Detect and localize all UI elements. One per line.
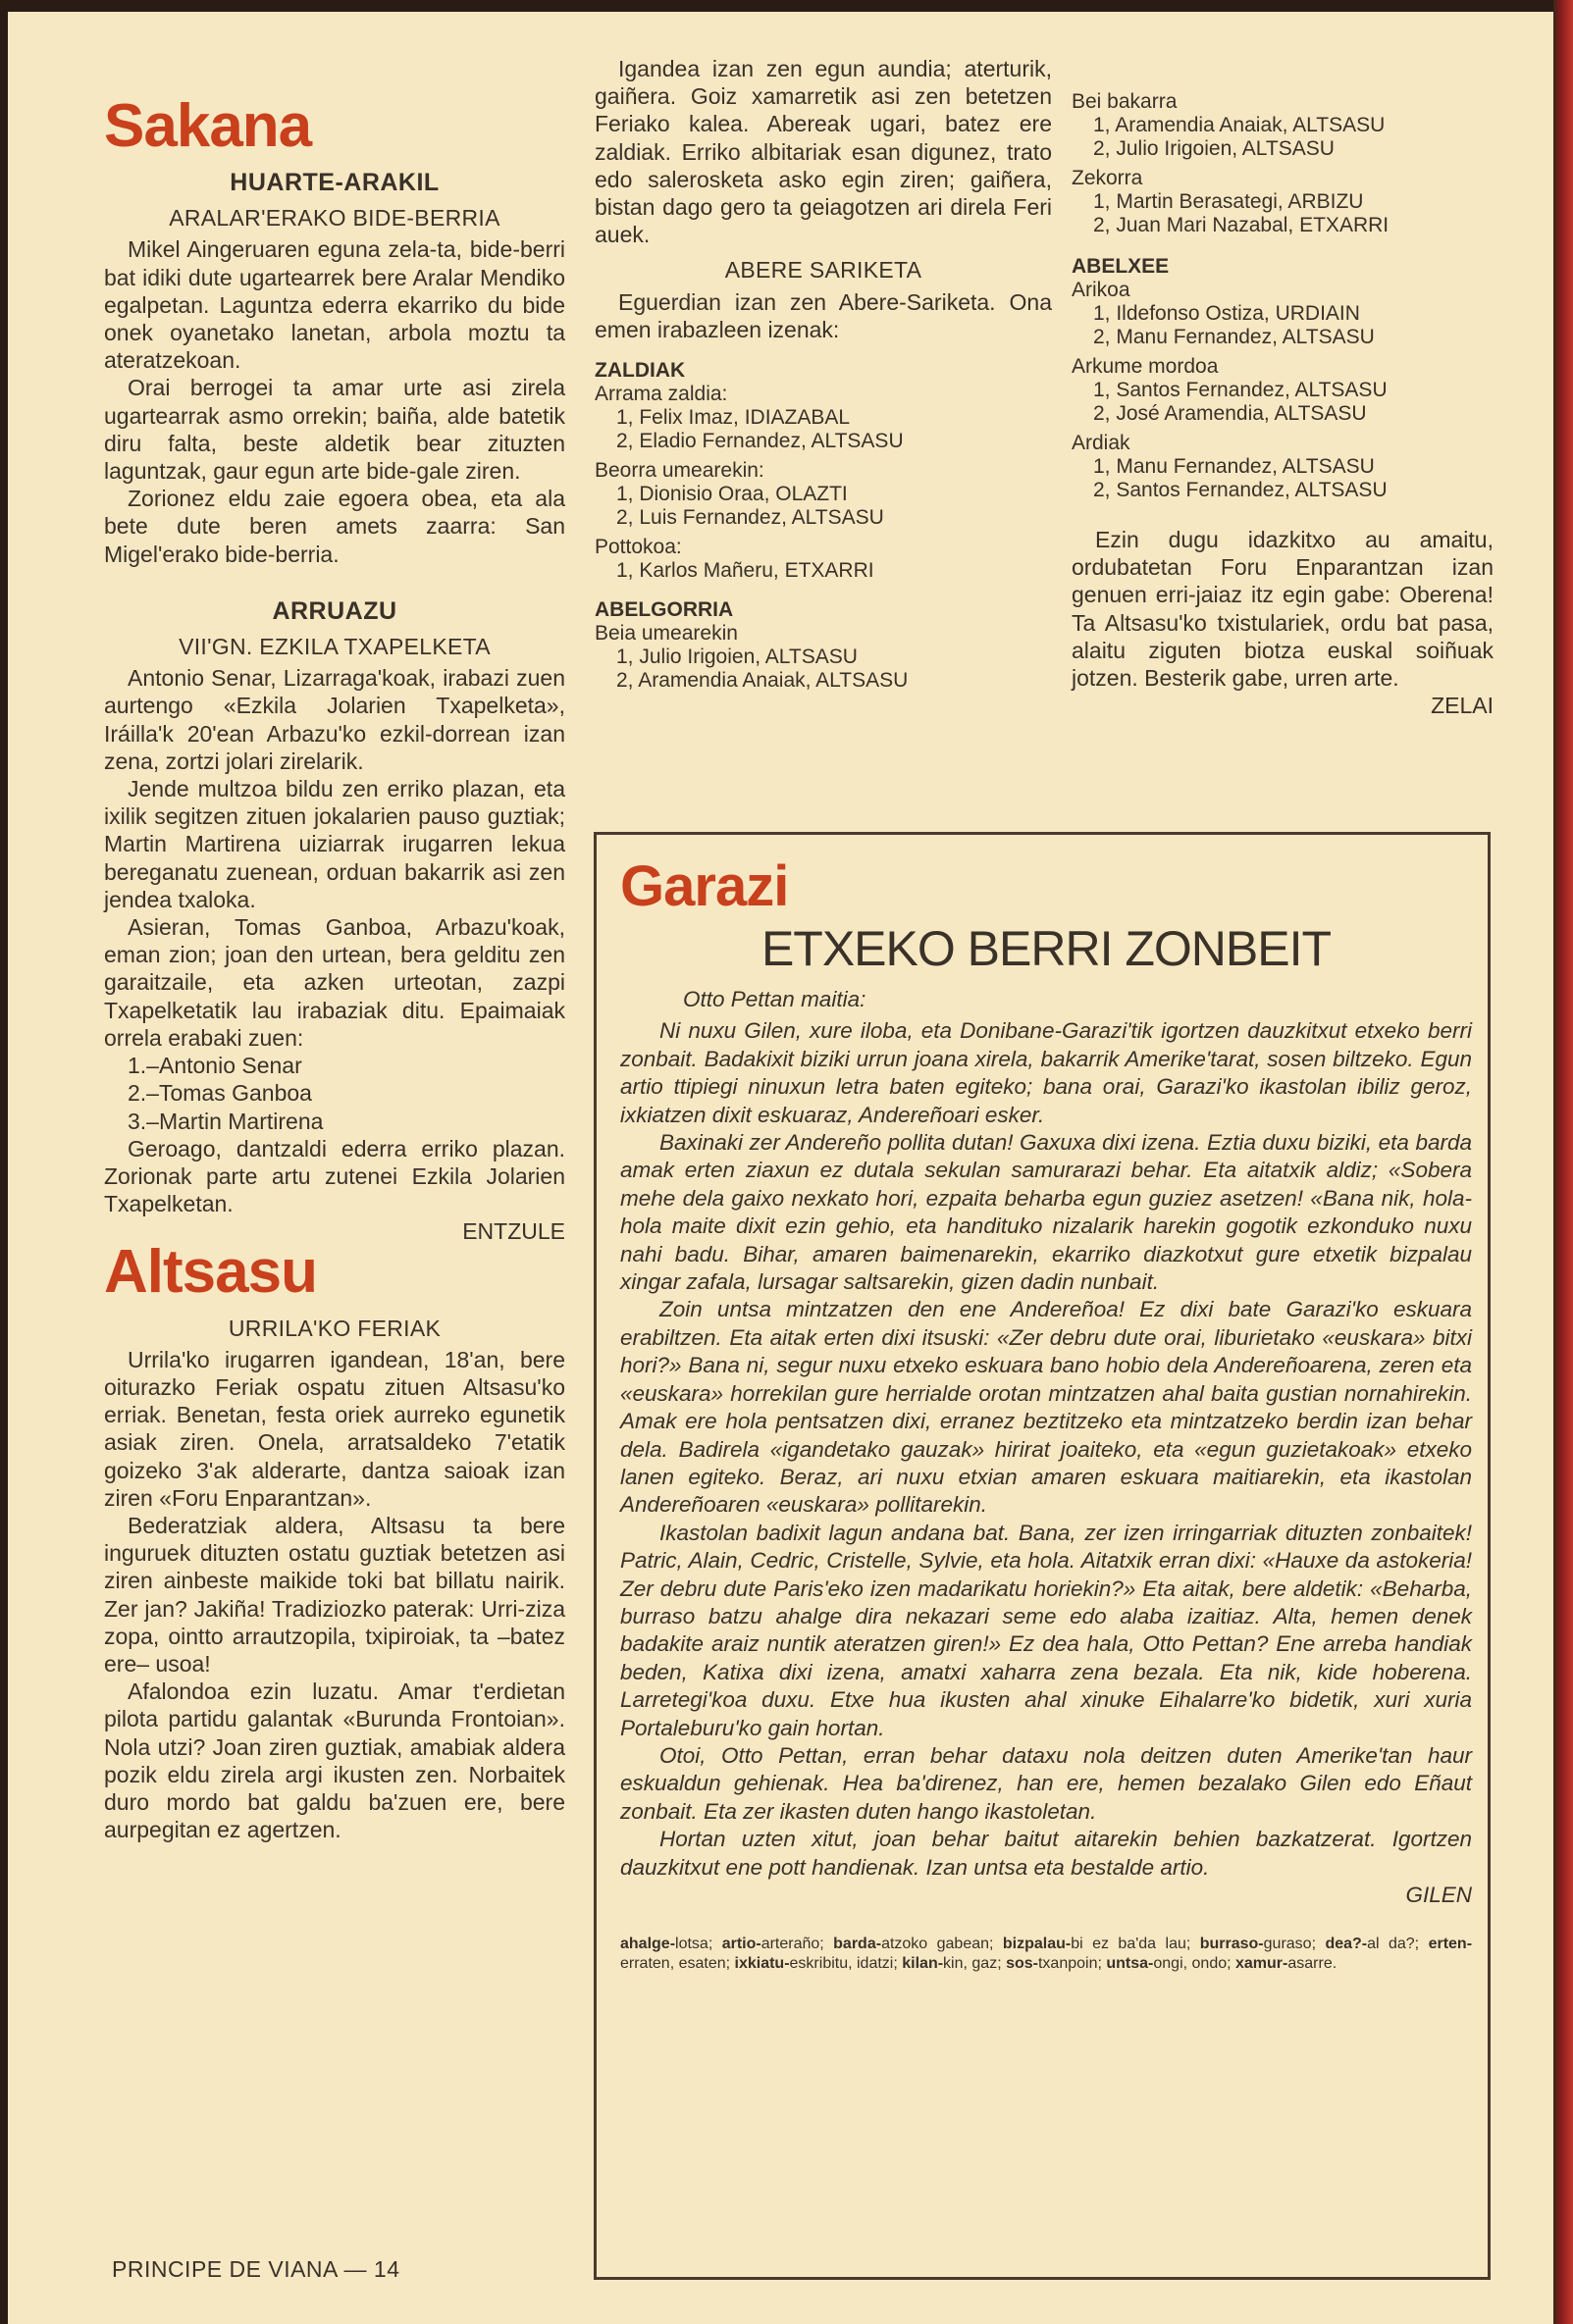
winner-entry: 1, Dionisio Oraa, OLAZTI bbox=[616, 483, 848, 506]
winner-entry: 2, Manu Fernandez, ALTSASU bbox=[1093, 326, 1375, 348]
glossary-term: ixkiatu- bbox=[734, 1955, 790, 1973]
winner-entry: 2, Julio Irigoien, ALTSASU bbox=[1093, 137, 1335, 160]
letter-body bbox=[620, 986, 1472, 1909]
glossary-entry bbox=[722, 1936, 833, 1952]
paragraph: Otoi, Otto Pettan, erran behar dataxu nola deitzen duten Amerike'tan haur eskualdun gehienak. Hea ba'direnez, han ere, hemen bezalako Gilen edo Eñaut zonbait. Eta zer ikasten duten hango ikastoletan. bbox=[620, 1742, 1472, 1824]
paragraph: Zoin untsa mintzatzen den ene Andereñoa! Ez dixi bate Garazi'ko eskuara erabiltzen. Eta aitak erten dixi itsuski: «Zer debru dute orai, liburietako «euskara» bitxi hori?» Bana ni, segur nuxu etxeko eskuara bano hobio dela Andereñoarena, zeren eta «euskara» horrekilan gure herrialde orotan mintzatzen ahal baita gustian nornahirekin. Amak ere hola pentsatzen dixi, erranez beztitzeko eta mintzatzeko berdin izan behar dela. Badirela «igandetako gauzak» hirirat joaiteko, eta «egun guzietakoak» etxeko lanen egiteko. Beraz, ari nuxu etxian amaren eskuara maitiarekin, eta ikastolan Andereñoaren «euskara» pollitarekin. bbox=[620, 1297, 1472, 1518]
glossary-term: untsa- bbox=[1106, 1955, 1154, 1973]
magazine-page bbox=[8, 12, 1553, 2324]
glossary-entry bbox=[735, 1955, 903, 1972]
subhead-arruazu: ARRUAZU bbox=[272, 596, 397, 625]
glossary-definition: al da?; bbox=[1367, 1936, 1429, 1953]
winner-entry: 1, Aramendia Anaiak, ALTSASU bbox=[1093, 114, 1386, 136]
column-3 bbox=[1072, 90, 1494, 719]
glossary-definition: erraten, esaten; bbox=[620, 1955, 735, 1973]
article-headline: ETXEKO BERRI ZONBEIT bbox=[760, 921, 1332, 976]
winner-entry: 2, Juan Mari Nazabal, ETXARRI bbox=[1093, 214, 1389, 236]
page-edge bbox=[1553, 0, 1573, 2324]
paragraph: Ezin dugu idazkitxo au amaitu, ordubatetan Foru Enparantzan izan genuen erri-jaiaz itz egin gabe: Oberena! Ta Altsasu'ko txistulariek, ordu bat pasa, alaitu ziguten biotza euskal soiñuak jotzen. Besterik gabe, urren arte. bbox=[1072, 527, 1494, 692]
paragraph: Urrila'ko irugarren igandean, 18'an, bere oiturazko Feriak ospatu zituen Altsasu'ko erriak. Benetan, festa oriek aurreko egunetik asiak ziren. Onela, arratsaldeko 7'etatik goizeko 3'ak alderarte, dantza saioak izan ziren «Foru Enparantzan». bbox=[104, 1346, 565, 1511]
glossary-term: artio- bbox=[721, 1936, 761, 1953]
glossary-definition: eskribitu, idatzi; bbox=[789, 1955, 903, 1973]
winner-entry: 1, Ildefonso Ostiza, URDIAIN bbox=[1093, 302, 1360, 325]
glossary-definition: kin, gaz; bbox=[943, 1955, 1007, 1973]
category-abelgorria: ABELGORRIA bbox=[595, 598, 734, 622]
section-title-sakana: Sakana bbox=[104, 92, 312, 160]
winner-entry: 1, Karlos Mañeru, ETXARRI bbox=[616, 559, 874, 583]
glossary-entry bbox=[1235, 1955, 1337, 1972]
winner-entry: 2, Aramendia Anaiak, ALTSASU bbox=[616, 669, 909, 693]
glossary-term: sos- bbox=[1006, 1955, 1038, 1973]
glossary-entry bbox=[1003, 1936, 1200, 1952]
glossary-definition: asarre. bbox=[1287, 1955, 1337, 1973]
glossary-entry bbox=[1200, 1936, 1326, 1952]
result-item: 1.–Antonio Senar bbox=[128, 1053, 302, 1079]
glossary-term: barda- bbox=[833, 1936, 882, 1953]
glossary-term: kilan- bbox=[902, 1955, 944, 1973]
result-item: 3.–Martin Martirena bbox=[128, 1108, 324, 1134]
result-item: 2.–Tomas Ganboa bbox=[128, 1080, 312, 1107]
glossary bbox=[620, 1935, 1472, 1974]
paragraph: Jende multzoa bildu zen erriko plazan, eta ixilik segitzen zituen jokalarien pauso guztiak; Martin Martirena uiziarrak irugarren lekua bereganatu zuenean, orduan bakarrik asi zen jendea txaloka. bbox=[104, 776, 565, 912]
category-zaldiak: ZALDIAK bbox=[595, 359, 686, 383]
section-title-altsasu: Altsasu bbox=[104, 1237, 317, 1306]
glossary-term: burraso- bbox=[1199, 1936, 1264, 1953]
paragraph: Asieran, Tomas Ganboa, Arbazu'koak, eman zion; joan den urtean, bera gelditu zen garaitzaile, eta azken urteotan, zazpi Txapelketatik lau irabaziak ditu. Epaimaiak orrela erabaki zuen: bbox=[104, 914, 565, 1051]
paragraph: Baxinaki zer Andereño pollita dutan! Gaxuxa dixi izena. Eztia duxu biziki, eta barda amak erten ziaxun ez dutala sekulan samurarazi behar. Eta aitatxik aldiz; «Sobera mehe dela gaixo nexkato hori, ezpaita beharba egun guziez asetzen! «Bana nik, hola-hola maite dixit ezin gehio, eta handituko nizalarik harekin gogotik ezkonduko nuxu nahi badu. Bihar, amaren baimenarekin, ekarriko diazkotxut gure etxetik bizpalau xingar zafala, lursagar saltsarekin, gizen dadin nunbait. bbox=[620, 1130, 1472, 1295]
paragraph: Eguerdian izan zen Abere-Sariketa. Ona emen irabazleen izenak: bbox=[595, 288, 1052, 342]
glossary-term: ahalge- bbox=[620, 1936, 676, 1953]
glossary-term: bizpalau- bbox=[1002, 1936, 1072, 1953]
glossary-definition: txanpoin; bbox=[1037, 1955, 1107, 1973]
glossary-entry bbox=[1006, 1955, 1106, 1972]
glossary-definition: atzoko gabean; bbox=[881, 1936, 1003, 1953]
garazi-article-box bbox=[594, 832, 1491, 2280]
page-footer: PRINCIPE DE VIANA — 14 bbox=[112, 2256, 400, 2282]
category-abelxee: ABELXEE bbox=[1072, 255, 1170, 278]
byline-entzule: ENTZULE bbox=[462, 1218, 565, 1245]
byline-zelai: ZELAI bbox=[1431, 693, 1494, 719]
paragraph: Geroago, dantzaldi ederra erriko plazan. Zorionak parte artu zutenei Ezkila Jolarien Txapelketan. bbox=[104, 1135, 565, 1217]
glossary-definition: bi ez ba'da lau; bbox=[1071, 1936, 1200, 1953]
group-label: Bei bakarra bbox=[1072, 90, 1178, 113]
kicker-feriak: URRILA'KO FERIAK bbox=[228, 1315, 442, 1341]
winner-entry: 1, Martin Berasategi, ARBIZU bbox=[1093, 190, 1364, 213]
paragraph: Zorionez eldu zaie egoera obea, eta ala bete dute beren amets zaarra: San Migel'erako bide-berria. bbox=[104, 486, 565, 567]
paragraph: Afalondoa ezin luzatu. Amar t'erdietan pilota partidu galantak «Burunda Frontoian». Nola utzi? Joan ziren guztiak, amabiak aldera pozik eldu zirela argi ikusten zen. Norbaitek duro mordo bat galdu ba'zuen ere, bere aurpegitan ez agertzen. bbox=[104, 1678, 565, 1843]
glossary-definition: ongi, ondo; bbox=[1153, 1955, 1235, 1973]
group-label: Beorra umearekin: bbox=[595, 459, 764, 483]
group-label: Arikoa bbox=[1072, 279, 1130, 301]
glossary-term: xamur- bbox=[1235, 1955, 1288, 1973]
glossary-entry bbox=[1106, 1955, 1235, 1972]
kicker-aralar: ARALAR'ERAKO BIDE-BERRIA bbox=[169, 205, 500, 232]
glossary-entry bbox=[620, 1936, 722, 1952]
winner-entry: 2, Eladio Fernandez, ALTSASU bbox=[616, 430, 904, 453]
winner-entry: 1, Santos Fernandez, ALTSASU bbox=[1093, 379, 1388, 401]
paragraph: Hortan uzten xitut, joan behar baitut aitarekin behien bazkatzerat. Igortzen dauzkitxut ene pott handienak. Izan untsa eta bestalde artio. bbox=[620, 1827, 1472, 1880]
winner-entry: 2, Santos Fernandez, ALTSASU bbox=[1093, 479, 1388, 501]
winner-entry: 1, Julio Irigoien, ALTSASU bbox=[616, 646, 858, 669]
winner-entry: 2, Luis Fernandez, ALTSASU bbox=[616, 506, 884, 530]
paragraph: Ni nuxu Gilen, xure iloba, eta Donibane-Garazi'tik igortzen dauzkitxut etxeko berri zonbait. Badakixit biziki urrun joana xirela, bakarrik Amerike'tarat, sosen biltzeko. Egun artio ttipiegi ninuxun letra baten egiteko; bana orai, Garazi'ko ikastolan ibiliz geroz, ixkiatzen dixit eskuaraz, Andereñoari esker. bbox=[620, 1018, 1472, 1127]
column-1 bbox=[104, 94, 565, 1843]
column-2 bbox=[595, 55, 1052, 693]
group-label: Arkume mordoa bbox=[1072, 355, 1219, 378]
glossary-entry bbox=[902, 1955, 1006, 1972]
winner-entry: 1, Felix Imaz, IDIAZABAL bbox=[616, 406, 851, 430]
kicker-ezkila: VII'GN. EZKILA TXAPELKETA bbox=[179, 634, 491, 660]
paragraph: Mikel Aingeruaren eguna zela-ta, bide-berri bat idiki dute ugartearrek bere Aralar Mendiko egalpetan. Laguntza ederra ekarriko du bide onek oyanetako lanetan, arbola moztu ta ateratzekoan. bbox=[104, 236, 565, 374]
winner-entry: 1, Manu Fernandez, ALTSASU bbox=[1093, 455, 1375, 478]
glossary-definition: arteraño; bbox=[760, 1936, 834, 1953]
section-title-garazi: Garazi bbox=[620, 854, 789, 918]
glossary-definition: guraso; bbox=[1263, 1936, 1326, 1953]
group-label: Pottokoa: bbox=[595, 536, 682, 559]
paragraph: Bederatziak aldera, Altsasu ta bere inguruek dituzten ostatu guztiak betetzen asi ziren ainbeste maikide toki bat billatu nairik. Zer jan? Jakiña! Tradiziozko paterak: Urri-ziza zopa, ointto arrautzopila, txipiroiak, ta –batez ere– usoa! bbox=[104, 1512, 565, 1677]
subhead-huarte-arakil: HUARTE-ARAKIL bbox=[230, 169, 440, 196]
glossary-definition: lotsa; bbox=[675, 1936, 722, 1953]
group-label: Ardiak bbox=[1072, 432, 1130, 454]
salutation: Otto Pettan maitia: bbox=[683, 987, 866, 1011]
glossary-entry bbox=[1325, 1936, 1428, 1952]
paragraph: Orai berrogei ta amar urte asi zirela ugartearrak asmo orrekin; baiña, alde batetik diru falta, beste aldetik bear zituzten laguntzak, gaur egun arte bide-gale ziren. bbox=[104, 375, 565, 485]
byline-gilen: GILEN bbox=[1405, 1883, 1472, 1907]
kicker-abere-sariketa: ABERE SARIKETA bbox=[724, 257, 922, 284]
group-label: Arrama zaldia: bbox=[595, 383, 728, 406]
glossary-term: dea?- bbox=[1325, 1936, 1368, 1953]
glossary-term: erten- bbox=[1428, 1936, 1473, 1953]
winner-entry: 2, José Aramendia, ALTSASU bbox=[1093, 402, 1367, 425]
paragraph: Igandea izan zen egun aundia; aterturik, gaiñera. Goiz xamarretik asi zen betetzen Feriako kalea. Abereak ugari, batez ere zaldiak. Erriko albitariak esan digunez, trato edo salerosketa asko egin ziren; gaiñera, bistan dago gero ta geiagotzen ari direla Feri auek. bbox=[595, 56, 1052, 248]
paragraph: Antonio Senar, Lizarraga'koak, irabazi zuen aurtengo «Ezkila Jolarien Txapelketa», Iráilla'k 20'ean Arbazu'ko ezkil-dorrean izan zena, zortzi jolari zirelarik. bbox=[104, 665, 565, 774]
paragraph: Ikastolan badixit lagun andana bat. Bana, zer izen irringarriak dituzten zonbaitek! Patric, Alain, Cedric, Cristelle, Sylvie, eta hola. Aitatxik erran dixi: «Hauxe da astokeria! Zer debru dute Paris'eko izen madarikatu horiekin?» Eta aitak, bere aldetik: «Beharba, burraso batzu ahalge dira nekazari seme edo alaba izaitiaz. Alta, hemen denek badakite araiz nuntik ateratzen giren!» Ez dea hala, Otto Pettan? Ene arreba handiak beden, Katixa dixi izena, amatxi xaharra zena bezala. Eta nik, kide hoberena. Larretegi'koa duxu. Etxe hua ikusten ahal xinuke Eihalarre'ko bidetik, xuri xuria Portaleburu'ko gain hortan. bbox=[620, 1520, 1472, 1740]
group-label: Zekorra bbox=[1072, 167, 1143, 189]
glossary-entry bbox=[833, 1936, 1003, 1952]
group-label: Beia umearekin bbox=[595, 622, 738, 646]
